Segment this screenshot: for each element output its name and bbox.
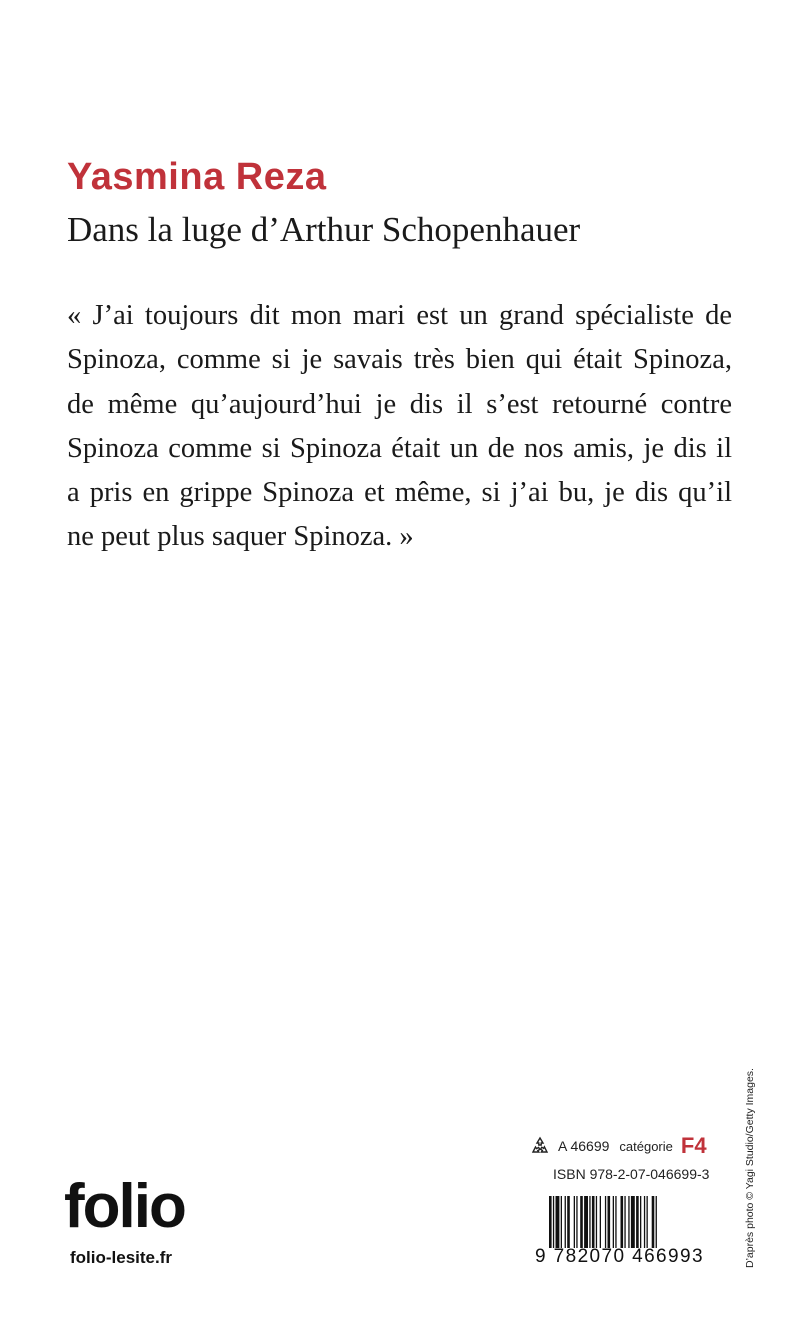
barcode-bar xyxy=(647,1196,648,1248)
barcode-bar xyxy=(584,1196,588,1248)
barcode-bar xyxy=(605,1196,606,1248)
barcode-block xyxy=(527,1188,727,1274)
barcode-bar xyxy=(608,1196,611,1248)
book-title: Dans la luge d’Arthur Schopenhauer xyxy=(67,210,581,249)
barcode-digits: 9 782070 466993 xyxy=(535,1246,704,1267)
barcode-bar xyxy=(589,1196,590,1248)
barcode-bar xyxy=(556,1196,560,1248)
quote-line: ne peut plus saquer Spinoza. » xyxy=(67,521,414,553)
barcode-bar xyxy=(624,1196,625,1248)
product-code: A 46699 xyxy=(558,1138,610,1154)
legal-row xyxy=(530,1132,720,1160)
category-value: F4 xyxy=(680,1133,707,1158)
barcode-bar xyxy=(600,1196,601,1248)
quote-line: Spinoza, comme si je savais très bien qui était Spinoza, xyxy=(67,344,732,376)
publisher-logo: folio xyxy=(64,1172,185,1241)
barcode-bar xyxy=(656,1196,657,1248)
barcode-bar xyxy=(636,1196,639,1248)
publisher-website: folio-lesite.fr xyxy=(70,1248,173,1267)
barcode-bar xyxy=(576,1196,577,1248)
barcode-icon xyxy=(549,1196,721,1248)
barcode-bar xyxy=(652,1196,655,1248)
quote-line: Spinoza comme si Spinoza était un de nos amis, je dis il xyxy=(67,432,732,464)
photo-credit: D’après photo © Yagi Studio/Getty Images. xyxy=(744,1068,756,1268)
barcode-bar xyxy=(631,1196,635,1248)
quote-line: « J’ai toujours dit mon mari est un grand spécialiste de xyxy=(67,300,732,331)
isbn-number: ISBN 978-2-07-046699-3 xyxy=(553,1166,710,1182)
quote-line: de même qu’aujourd’hui je dis il s’est retourné contre xyxy=(67,388,732,420)
blurb-quote xyxy=(67,294,732,560)
barcode-bar xyxy=(565,1196,566,1248)
quote-line: a pris en grippe Spinoza et même, si j’ai bu, je dis qu’il xyxy=(67,477,732,509)
barcode-bar xyxy=(574,1196,575,1248)
barcode-bar xyxy=(613,1196,614,1248)
barcode-bar xyxy=(567,1196,570,1248)
barcode-bar xyxy=(621,1196,624,1248)
barcode-bar xyxy=(644,1196,645,1248)
recycle-icon xyxy=(530,1136,550,1156)
barcode-bar xyxy=(640,1196,641,1248)
barcode-bar xyxy=(592,1196,595,1248)
barcode-bar xyxy=(561,1196,562,1248)
barcode-bar xyxy=(628,1196,629,1248)
legal-block xyxy=(530,1132,720,1160)
barcode-bar xyxy=(580,1196,583,1248)
barcode-bar xyxy=(549,1196,552,1248)
barcode-bar xyxy=(615,1196,616,1248)
barcode-bar xyxy=(553,1196,554,1248)
barcode-bar xyxy=(596,1196,597,1248)
category-label: catégorie xyxy=(619,1138,673,1154)
author-name: Yasmina Reza xyxy=(67,156,327,198)
